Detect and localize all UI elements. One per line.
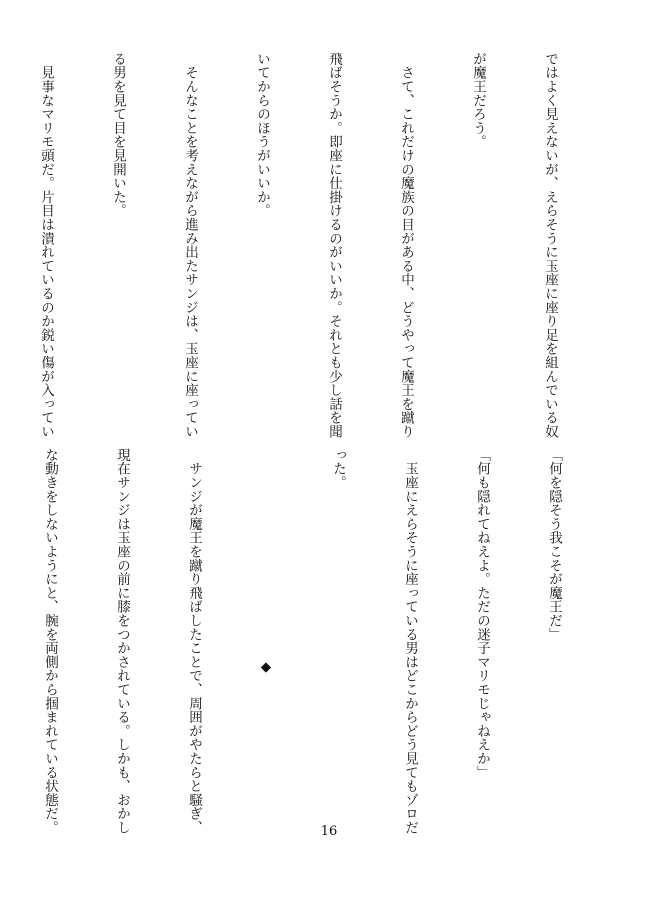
text-line: る男を見て目を見開いた。 bbox=[110, 52, 126, 218]
page-number: 16 bbox=[320, 824, 338, 839]
text-line: さて、これだけの魔族の目がある中、どうやって魔王を蹴り bbox=[398, 52, 414, 439]
text-line: そんなことを考えながら進み出たサンジは、玉座に座ってい bbox=[182, 52, 198, 439]
text-line: 「何も隠れてねえよ。ただの迷子マリモじゃねえか」 bbox=[474, 448, 490, 780]
text-line: 玉座にえらそうに座っている男はどこからどう見てもゾロだ bbox=[402, 448, 418, 835]
text-line: 現在サンジは玉座の前に膝をつかされている。しかも、おかし bbox=[114, 448, 130, 835]
text-line: 飛ばそうか。即座に仕掛けるのがいいか。それとも少し話を聞 bbox=[326, 52, 342, 439]
text-block-top bbox=[38, 52, 610, 439]
section-separator: ◆ bbox=[258, 658, 274, 676]
text-line: な動きをしないようにと、腕を両側から掴まれている状態だ。 bbox=[42, 448, 58, 835]
text-line: いてからのほうがいいか。 bbox=[254, 52, 270, 218]
text-line: サンジが魔王を蹴り飛ばしたことで、周囲がやたらと騒ぎ、 bbox=[186, 448, 202, 835]
text-line: ではよく見えないが、えらそうに玉座に座り足を組んでいる奴 bbox=[542, 52, 558, 439]
text-line: った。 bbox=[330, 448, 346, 490]
text-line: 見事なマリモ頭だ。片目は潰れているのか鋭い傷が入ってい bbox=[38, 52, 54, 439]
text-line: が魔王だろう。 bbox=[470, 52, 486, 149]
text-line: 「何を隠そう我こそが魔王だ」 bbox=[546, 448, 562, 642]
